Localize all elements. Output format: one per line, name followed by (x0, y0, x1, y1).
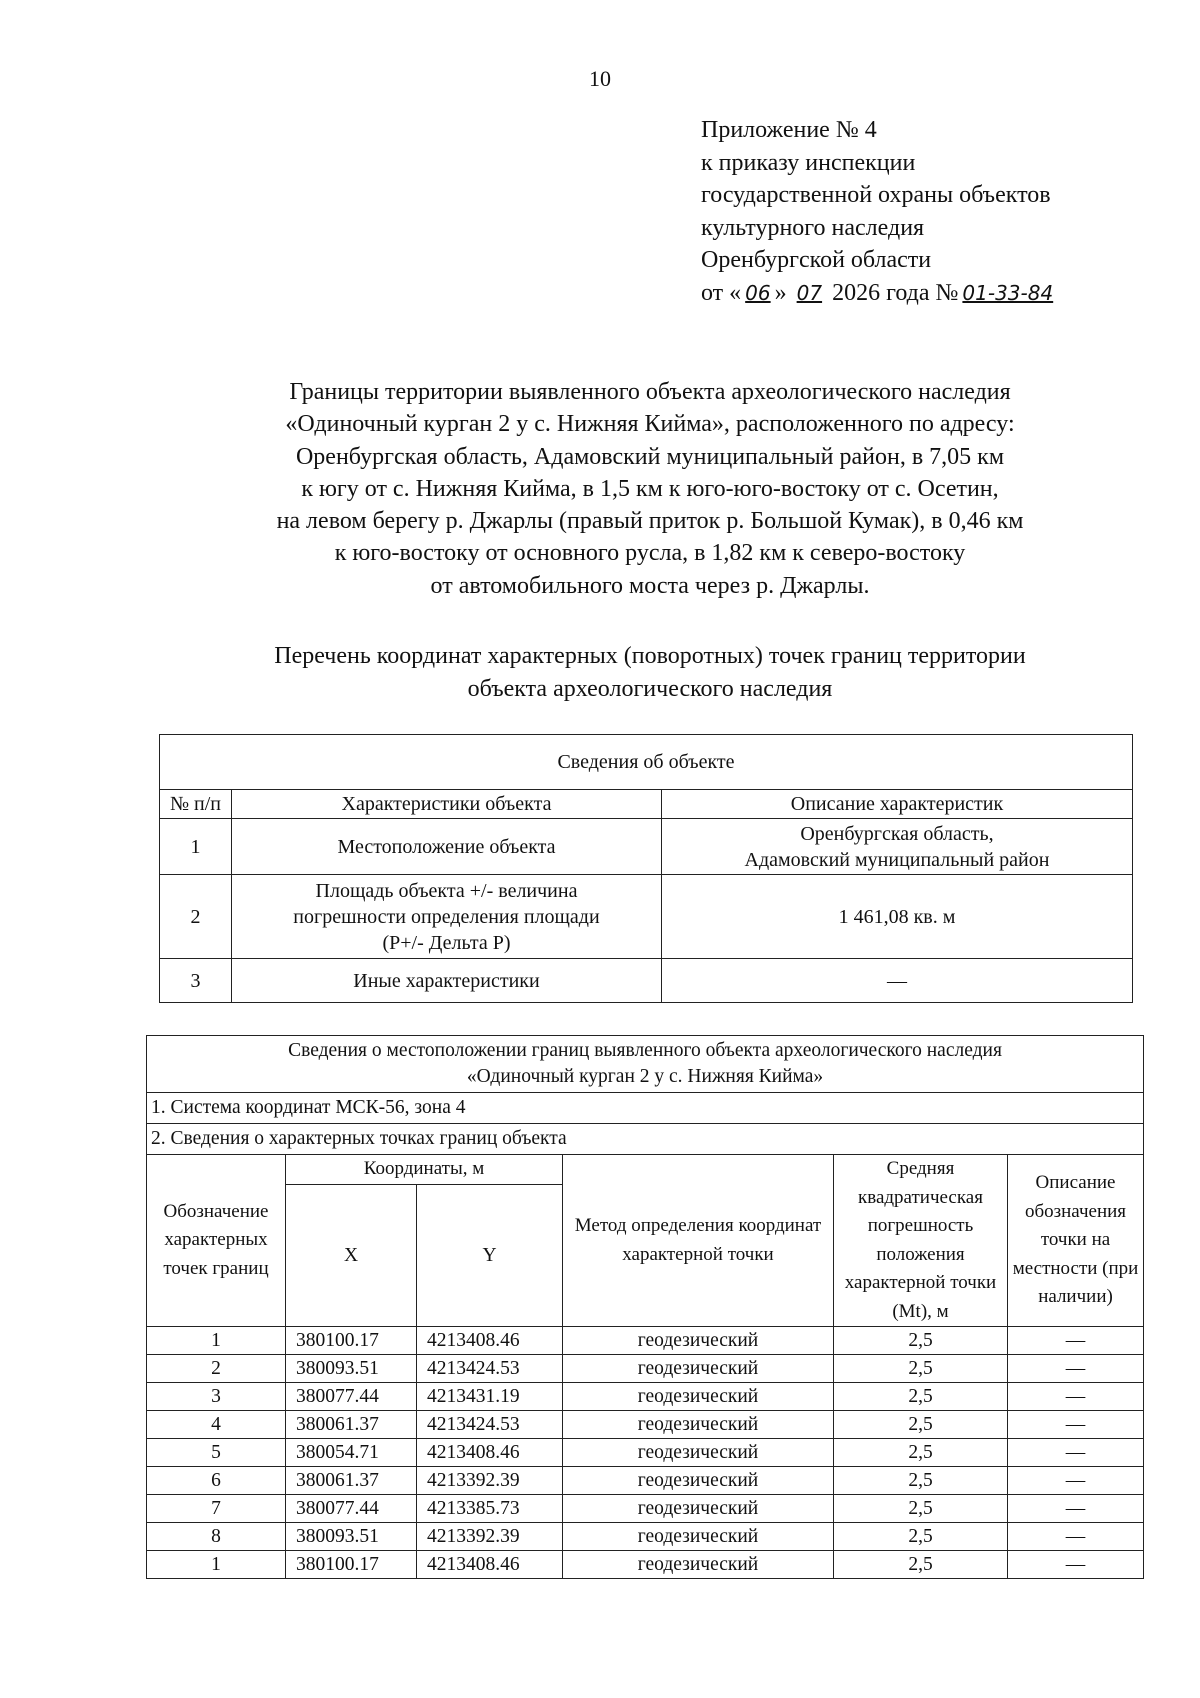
annex-date-line (701, 277, 1181, 310)
point-number: 8 (147, 1523, 286, 1551)
note-cell: — (1008, 1327, 1144, 1355)
error-cell: 2,5 (834, 1551, 1008, 1579)
row-desc: 1 461,08 кв. м (662, 875, 1133, 959)
method-cell: геодезический (563, 1327, 834, 1355)
coord-y: 4213392.39 (417, 1467, 563, 1495)
table-row (147, 1355, 1144, 1383)
title-line: к югу от с. Нижняя Кийма, в 1,5 км к юго-юго-востоку от с. Осетин, (301, 475, 999, 502)
coord-x: 380061.37 (286, 1411, 417, 1439)
method-cell: геодезический (563, 1495, 834, 1523)
table-row (147, 1551, 1144, 1579)
desc-line: Адамовский муниципальный район (744, 848, 1050, 871)
object-info-table (159, 734, 1133, 1003)
coord-x: 380093.51 (286, 1523, 417, 1551)
col-note-header: Описание обозначения точки на местности (при наличии) (1008, 1155, 1144, 1327)
coord-y: 4213424.53 (417, 1355, 563, 1383)
handwritten-day: 06 (745, 280, 771, 305)
annex-line: Оренбургской области (701, 247, 932, 273)
note-cell: — (1008, 1439, 1144, 1467)
row-desc (662, 819, 1133, 875)
header-line: Сведения о местоположении границ выявленного объекта археологического наследия (288, 1040, 1002, 1061)
method-cell: геодезический (563, 1551, 834, 1579)
error-cell: 2,5 (834, 1383, 1008, 1411)
error-cell: 2,5 (834, 1327, 1008, 1355)
col-char-header: Характеристики объекта (232, 790, 662, 819)
page-number: 10 (589, 66, 611, 91)
coords-table-header (147, 1036, 1144, 1093)
point-number: 7 (147, 1495, 286, 1523)
coord-x: 380093.51 (286, 1355, 417, 1383)
date-sep: » (774, 279, 787, 306)
table-row (160, 819, 1133, 875)
header-line: «Одиночный курган 2 у с. Нижняя Кийма» (466, 1066, 824, 1087)
point-number: 1 (147, 1327, 286, 1355)
point-number: 1 (147, 1551, 286, 1579)
coord-x: 380100.17 (286, 1551, 417, 1579)
title-line: «Одиночный курган 2 у с. Нижняя Кийма», расположенного по адресу: (285, 411, 1015, 438)
coordinates-table (146, 1035, 1144, 1579)
desc-line: Оренбургская область, (800, 822, 994, 845)
char-line: погрешности определения площади (293, 905, 600, 928)
col-error-header: Средняя квадратическая погрешность положения характерной точки (Mt), м (834, 1155, 1008, 1327)
row-num: 1 (160, 819, 232, 875)
col-x-header: X (286, 1185, 417, 1327)
coord-x: 380077.44 (286, 1383, 417, 1411)
note-cell: — (1008, 1467, 1144, 1495)
method-cell: геодезический (563, 1523, 834, 1551)
coord-y: 4213408.46 (417, 1327, 563, 1355)
error-cell: 2,5 (834, 1411, 1008, 1439)
coord-y: 4213424.53 (417, 1411, 563, 1439)
error-cell: 2,5 (834, 1439, 1008, 1467)
title-line: к юго-востоку от основного русла, в 1,82 км к северо-востоку (334, 540, 966, 567)
coord-x: 380061.37 (286, 1467, 417, 1495)
coord-y: 4213385.73 (417, 1495, 563, 1523)
document-title (100, 376, 1200, 602)
error-cell: 2,5 (834, 1495, 1008, 1523)
annex-line: государственной охраны объектов (701, 182, 1051, 208)
note-cell: — (1008, 1383, 1144, 1411)
row-char: Иные характеристики (232, 959, 662, 1003)
col-y-header: Y (417, 1185, 563, 1327)
table-row (147, 1467, 1144, 1495)
table-row (147, 1327, 1144, 1355)
handwritten-order-number: 01-33-84 (962, 280, 1054, 305)
table-row (160, 959, 1133, 1003)
title-line: Оренбургская область, Адамовский муниципальный район, в 7,05 км (295, 443, 1005, 470)
note-cell: — (1008, 1355, 1144, 1383)
row-num: 2 (160, 875, 232, 959)
col-coords-header: Координаты, м (286, 1155, 563, 1185)
point-number: 5 (147, 1439, 286, 1467)
coord-y: 4213431.19 (417, 1383, 563, 1411)
table-row (147, 1383, 1144, 1411)
handwritten-month: 07 (796, 280, 823, 305)
note-cell: — (1008, 1523, 1144, 1551)
table-row (160, 875, 1133, 959)
table-row (147, 1523, 1144, 1551)
method-cell: геодезический (563, 1355, 834, 1383)
date-year: 2026 года № (832, 279, 959, 306)
coord-x: 380100.17 (286, 1327, 417, 1355)
error-cell: 2,5 (834, 1523, 1008, 1551)
coordinate-rows (147, 1327, 1144, 1579)
table-row (147, 1411, 1144, 1439)
method-cell: геодезический (563, 1467, 834, 1495)
error-cell: 2,5 (834, 1467, 1008, 1495)
subtitle-line: Перечень координат характерных (поворотных) точек границ территории (274, 643, 1026, 669)
row-desc: — (662, 959, 1133, 1003)
note-cell: — (1008, 1495, 1144, 1523)
annex-title: Приложение № 4 (701, 117, 877, 143)
title-line: от автомобильного моста через р. Джарлы. (430, 572, 870, 599)
point-number: 2 (147, 1355, 286, 1383)
point-number: 3 (147, 1383, 286, 1411)
table-row (147, 1495, 1144, 1523)
error-cell: 2,5 (834, 1355, 1008, 1383)
row-char: Местоположение объекта (232, 819, 662, 875)
annex-line: к приказу инспекции (701, 149, 916, 176)
point-number: 4 (147, 1411, 286, 1439)
object-table-header: Сведения об объекте (160, 735, 1133, 790)
coord-x: 380054.71 (286, 1439, 417, 1467)
note-cell: — (1008, 1411, 1144, 1439)
coord-x: 380077.44 (286, 1495, 417, 1523)
method-cell: геодезический (563, 1383, 834, 1411)
annex-block (701, 114, 1181, 309)
table-row (147, 1439, 1144, 1467)
col-desc-header: Описание характеристик (662, 790, 1133, 819)
title-line: Границы территории выявленного объекта археологического наследия (289, 379, 1011, 405)
char-line: (P+/- Дельта P) (382, 931, 511, 954)
row-char (232, 875, 662, 959)
coord-y: 4213408.46 (417, 1439, 563, 1467)
char-line: Площадь объекта +/- величина (315, 879, 578, 902)
row-num: 3 (160, 959, 232, 1003)
title-line: на левом берегу р. Джарлы (правый приток р. Большой Кумак), в 0,46 км (276, 508, 1024, 535)
point-number: 6 (147, 1467, 286, 1495)
col-num-header: № п/п (160, 790, 232, 819)
annex-line: культурного наследия (701, 214, 925, 241)
coordinate-system-row: 1. Система координат МСК-56, зона 4 (147, 1093, 1144, 1124)
col-designation-header: Обозначение характерных точек границ (147, 1155, 286, 1327)
subtitle-line: объекта археологического наследия (467, 675, 833, 702)
date-prefix: от « (701, 279, 742, 306)
points-section-row: 2. Сведения о характерных точках границ объекта (147, 1124, 1144, 1155)
coord-y: 4213408.46 (417, 1551, 563, 1579)
method-cell: геодезический (563, 1439, 834, 1467)
col-method-header: Метод определения координат характерной точки (563, 1155, 834, 1327)
note-cell: — (1008, 1551, 1144, 1579)
method-cell: геодезический (563, 1411, 834, 1439)
coord-y: 4213392.39 (417, 1523, 563, 1551)
document-subtitle (100, 640, 1200, 705)
